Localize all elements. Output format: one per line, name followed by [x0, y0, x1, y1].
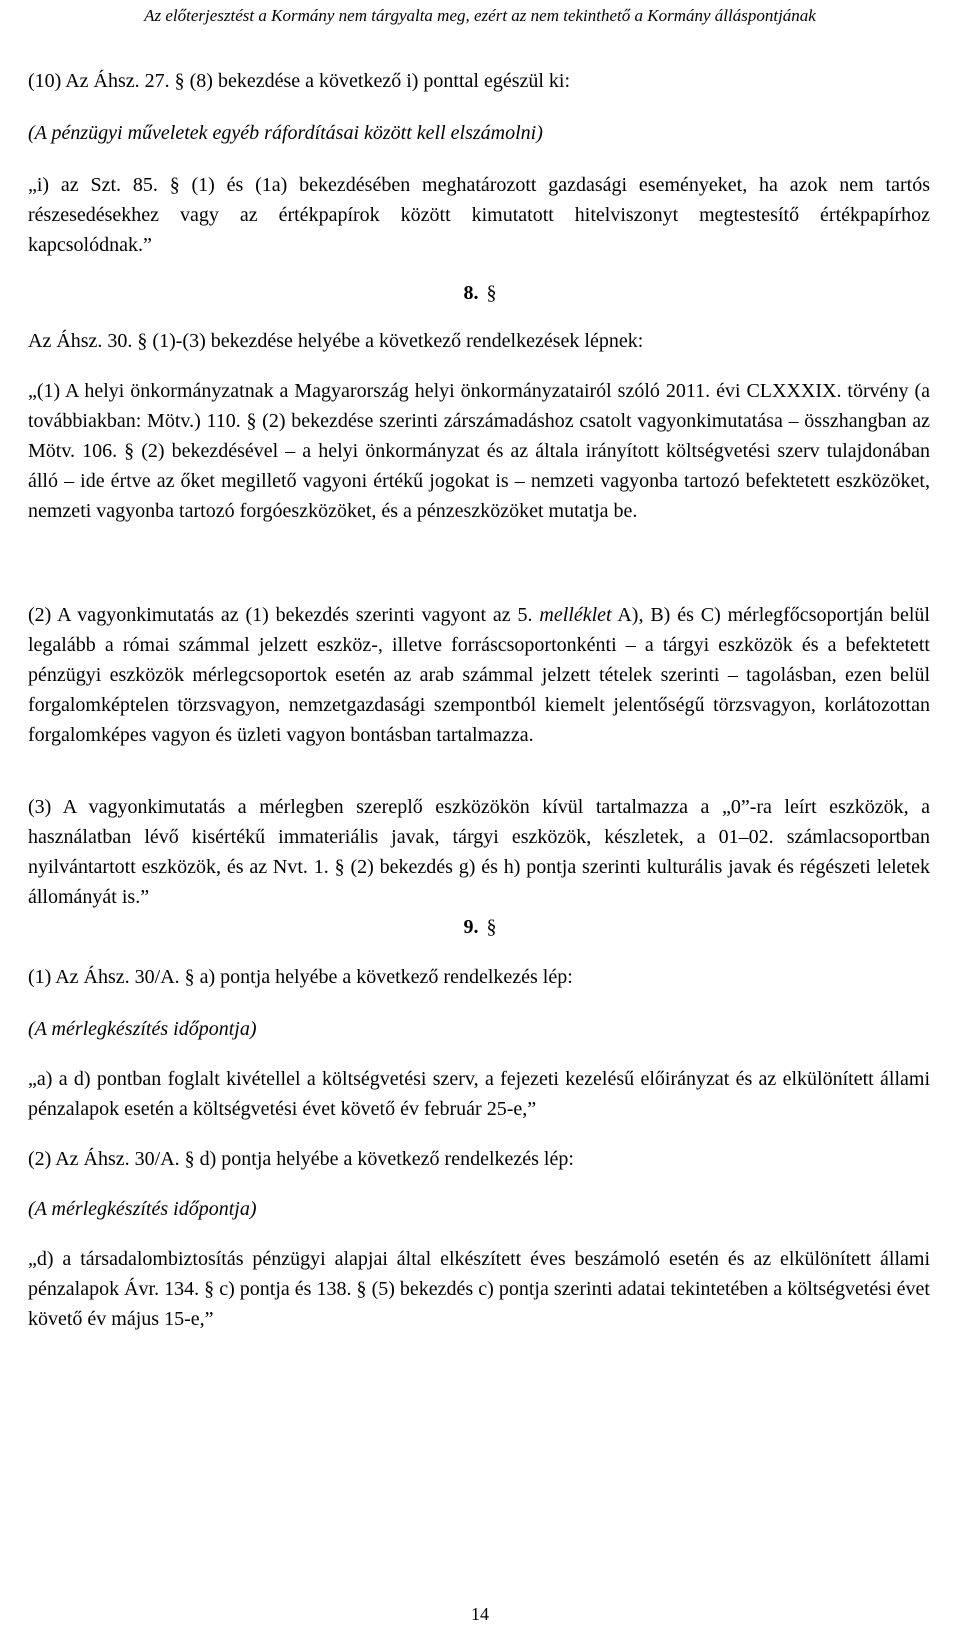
section-symbol: § [486, 282, 497, 304]
paragraph-30-2-part-c: A), B) és C) mérlegfőcsoportján belül legalább a római számmal jelzett eszköz-, illetve forráscsoportonkénti – a tárgyi eszközök és a befektetett pénzügyi eszközök mérlegcsoportok esetén az arab számmal jelzett tételek szerinti – tagolásban, ezen belül forgalomképtelen törzsvagyon, nemzetgazdasági szempontból kiemelt jelentőségű törzsvagyon, korlátozottan forgalomképes vagyon és üzleti vagyon bontásban tartalmazza. [28, 604, 930, 746]
paragraph-point-d: „d) a társadalombiztosítás pénzügyi alapjai által elkészített éves beszámoló esetén és az elkülönített állami pénzalapok Ávr. 134. § c) pontja és 138. § (5) bekezdés c) pontja szerinti adatai tekintetében a költségvetési évet követő év május 15-e,” [28, 1248, 930, 1330]
section-number: 8. [463, 282, 479, 304]
paragraph-context-italic: (A mérlegkészítés időpontja) [28, 1018, 257, 1040]
section-heading-8 [0, 278, 960, 308]
paragraph-context-italic: (A mérlegkészítés időpontja) [28, 1198, 257, 1220]
paragraph-30-1: „(1) A helyi önkormányzatnak a Magyarország helyi önkormányzatairól szóló 2011. évi CLXXXIX. törvény (a továbbiakban: Mötv.) 110. § (2) bekezdése szerinti zárszámadáshoz csatolt vagyonkimutatása – összhangban az Mötv. 106. § (2) bekezdésével – a helyi önkormányzat és az általa irányított költségvetési szerv tulajdonában álló – ide értve az őket megillető vagyoni értékű jogokat is – nemzeti vagyonba tartozó befektetett eszközöket, nemzeti vagyonba tartozó forgóeszközöket, és a pénzeszközöket mutatja be. [28, 380, 930, 522]
section-number: 9. [463, 916, 479, 938]
page-header-notice: Az előterjesztést a Kormány nem tárgyalta meg, ezért az nem tekinthető a Kormány álláspontjának [144, 6, 816, 25]
paragraph-context-italic: (A pénzügyi műveletek egyéb ráfordításai között kell elszámolni) [28, 122, 543, 144]
paragraph-30-intro: Az Áhsz. 30. § (1)-(3) bekezdése helyébe a következő rendelkezések lépnek: [28, 330, 644, 352]
section-symbol: § [486, 916, 497, 938]
paragraph-point-a: „a) a d) pontban foglalt kivétellel a költségvetési szerv, a fejezeti kezelésű előirányzat és az elkülönített állami pénzalapok esetén a költségvetési évet követő év február 25-e,” [28, 1068, 930, 1120]
paragraph-30-2-part-a: (2) A vagyonkimutatás az (1) bekezdés szerinti vagyont az 5. [28, 604, 540, 626]
paragraph-point-i: „i) az Szt. 85. § (1) és (1a) bekezdésében meghatározott gazdasági eseményeket, ha azok nem tartós részesedésekhez vagy az értékpapírok között kimutatott hitelviszonyt megtestesítő értékpapírhoz kapcsolódnak.” [28, 174, 930, 256]
paragraph-30-2-italic: melléklet [539, 604, 612, 626]
paragraph-30-2 [28, 600, 930, 750]
page-number: 14 [471, 1604, 489, 1624]
section-heading-9 [0, 912, 960, 942]
paragraph-9-1: (1) Az Áhsz. 30/A. § a) pontja helyébe a következő rendelkezés lép: [28, 966, 573, 988]
paragraph-30-3: (3) A vagyonkimutatás a mérlegben szereplő eszközökön kívül tartalmazza a „0”-ra leírt eszközök, a használatban lévő kisértékű immateriális javak, tárgyi eszközök, készletek, a 01–02. számlacsoportban nyilvántartott eszközök, és az Nvt. 1. § (2) bekezdés g) és h) pontja szerinti kulturális javak és régészeti leletek állományát is.” [28, 796, 930, 908]
paragraph-10-amendment: (10) Az Áhsz. 27. § (8) bekezdése a következő i) ponttal egészül ki: [28, 70, 571, 92]
paragraph-9-2: (2) Az Áhsz. 30/A. § d) pontja helyébe a következő rendelkezés lép: [28, 1148, 574, 1170]
